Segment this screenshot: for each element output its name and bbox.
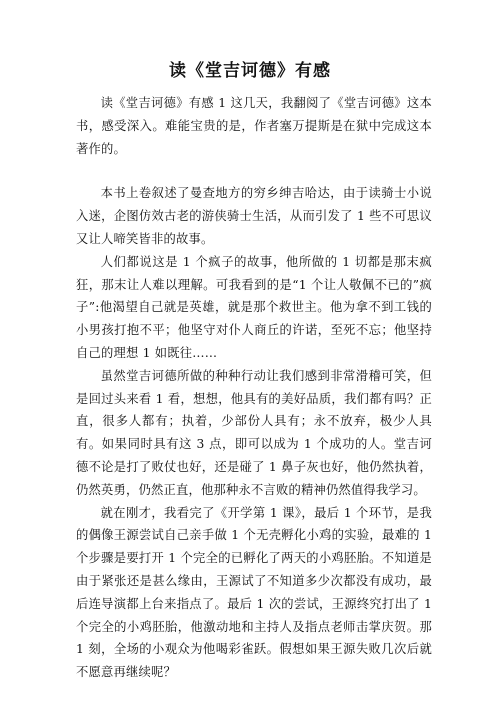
document-body <box>76 92 432 684</box>
paragraph-wang-yuan: 就在刚才，我看完了《开学第 1 课》，最后 1 个环节，是我的偶像王源尝试自己亲手做 1 个无壳孵化小鸡的实验，最难的 1 个步骤是要打开 1 个完全的已孵化了两天的小鸡胚胎。不知道是由于紧张还是甚么缘由，王源试了不知道多少次都没有成功，最后连导演都上台来指点了。最后 1 次的尝试，王源终究打出了 1 个完全的小鸡胚胎，他激动地和主持人及指点老师击掌庆贺。那 1 刻，全场的小观众为他喝彩雀跃。假想如果王源失败几次后就不愿意再继续呢？ <box>76 505 432 680</box>
paragraph-gap <box>76 160 432 182</box>
paragraph-madman: 人们都说这是 1 个疯子的故事，他所做的 1 切都是那末疯狂，那末让人难以理解。可我看到的是“1 个让人敬佩不已的”疯子”:他渴望自己就是英雄，就是那个救世主。他为拿不到工钱的小男孩打抱不平；他坚守对仆人商丘的许诺，至死不忘；他坚持自己的理想 1 如既往…… <box>76 254 432 360</box>
document-title: 读《堂吉诃德》有感 <box>169 61 331 81</box>
paragraph-qualities: 虽然堂吉诃德所做的种种行动让我们感到非常滑稽可笑，但是回过头来看 1 看，想想，他具有的美好品质，我们都有吗？正直，很多人都有；执着，少部份人具有；永不放弃，极少人具有。如果同时具有这 3 点，即可以成为 1 个成功的人。堂吉诃德不论是打了败仗也好，还是碰了 1 鼻子灰也好，他仍然执着，仍然英勇，仍然正直，他那种永不言败的精神仍然值得我学习。 <box>76 368 432 497</box>
paragraph-intro: 读《堂吉诃德》有感 1 这几天，我翻阅了《堂吉诃德》这本书，感受深入。难能宝贵的是，作者塞万提斯是在狱中完成这本著作的。 <box>76 96 432 156</box>
paragraph-summary: 本书上卷叙述了曼查地方的穷乡绅吉哈达，由于读骑士小说入迷，企图仿效古老的游侠骑士生活，从而引发了 1 些不可思议又让人啼笑皆非的故事。 <box>76 186 432 246</box>
